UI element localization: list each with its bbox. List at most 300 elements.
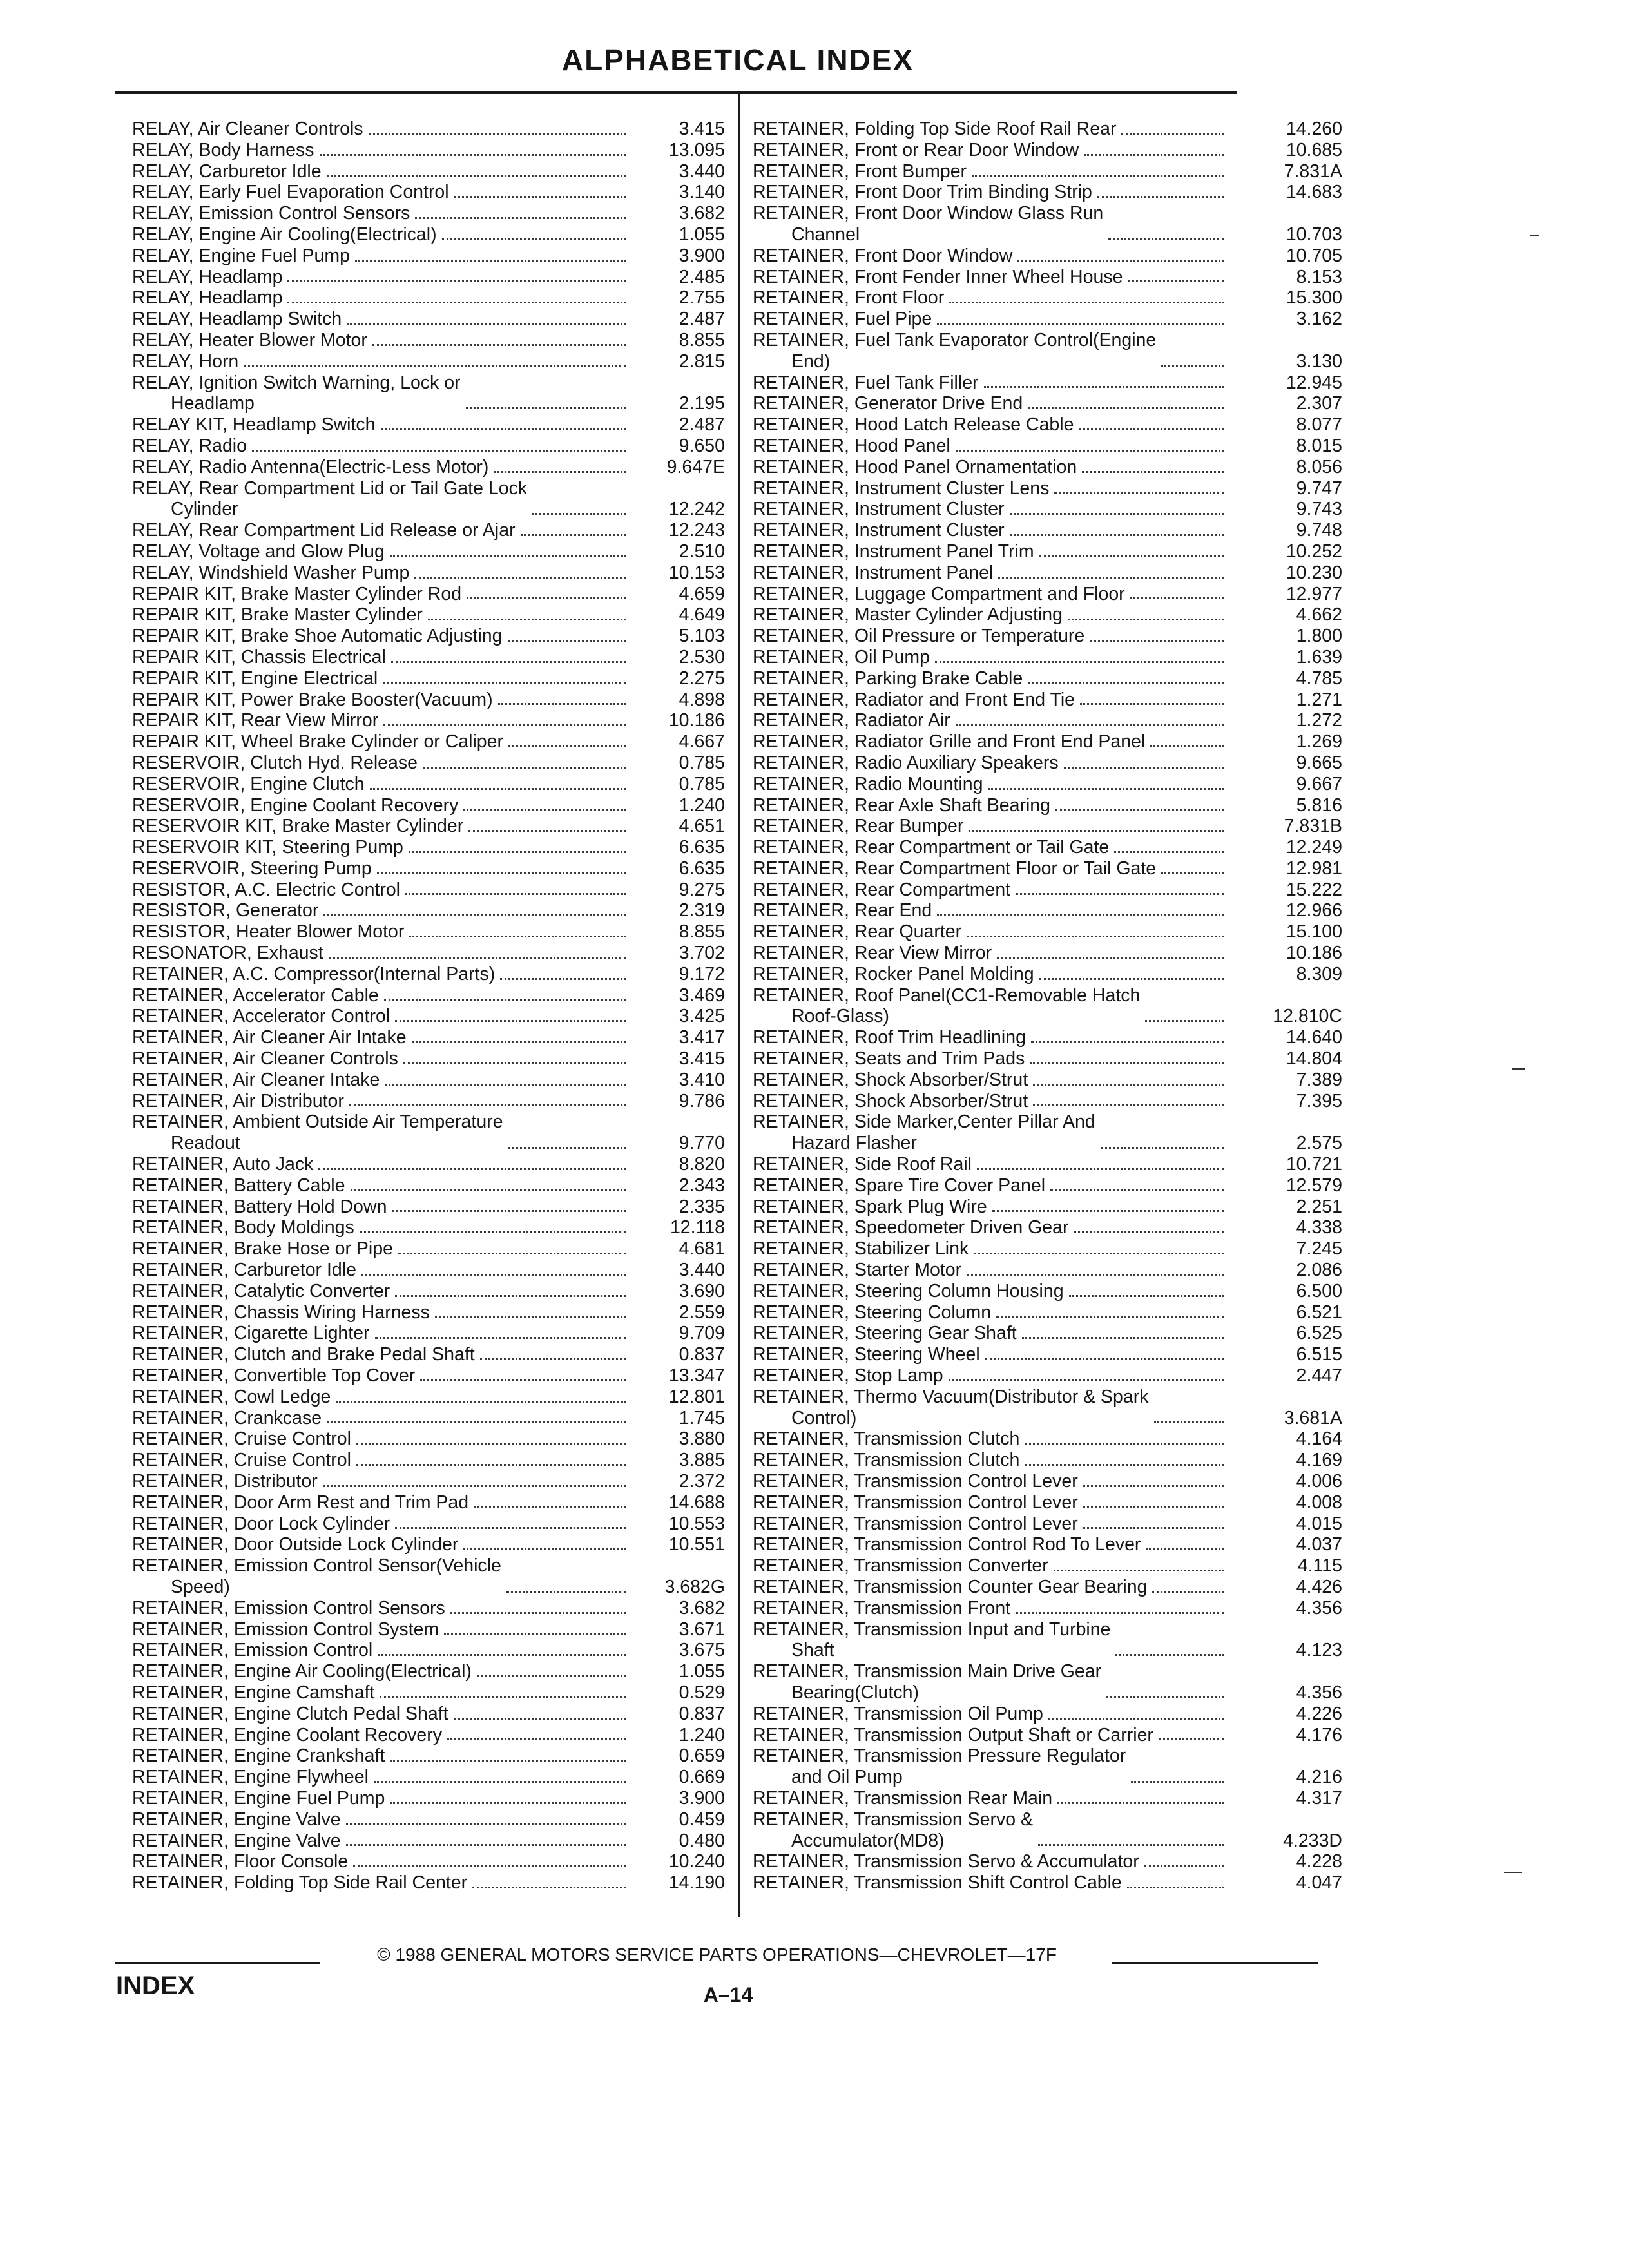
index-entry (132, 1302, 725, 1323)
dot-leader (1016, 1612, 1224, 1614)
index-entry (753, 1175, 1342, 1196)
entry-label: RETAINER, Transmission Counter Gear Bearing (753, 1576, 1148, 1597)
entry-label: RETAINER, Rear Quarter (753, 921, 962, 943)
footer-rule-right (1112, 1962, 1318, 1964)
entry-multiline (132, 478, 527, 521)
entry-reference: 3.162 (1296, 309, 1342, 330)
dot-leader (403, 1062, 626, 1064)
entry-text (132, 309, 631, 330)
entry-label: RELAY, Windshield Washer Pump (132, 562, 410, 583)
entry-label: RETAINER, Door Lock Cylinder (132, 1513, 390, 1534)
entry-label: RELAY, Heater Blower Motor (132, 329, 367, 351)
entry-label: RETAINER, Transmission Control Lever (753, 1492, 1078, 1513)
dot-leader (380, 1696, 626, 1698)
entry-label: RETAINER, Emission Control Sensor(Vehicle (132, 1555, 501, 1577)
entry-reference: 6.635 (679, 837, 725, 858)
entry-label: REPAIR KIT, Engine Electrical (132, 668, 378, 689)
entry-reference: 9.743 (1296, 499, 1342, 520)
entry-label: RESERVOIR, Clutch Hyd. Release (132, 752, 418, 773)
entry-reference: 3.682 (679, 1597, 725, 1619)
entry-reference: 5.816 (1296, 794, 1342, 816)
entry-reference: 2.372 (679, 1471, 725, 1492)
entry-label: RETAINER, Body Moldings (132, 1217, 354, 1238)
entry-reference: 10.153 (668, 562, 725, 583)
entry-reference: 10.240 (668, 1851, 725, 1872)
entry-reference: 12.981 (1286, 858, 1342, 879)
index-entry (132, 372, 725, 415)
entry-text (753, 1725, 1229, 1746)
entry-reference: 14.640 (1286, 1027, 1342, 1048)
dot-leader (450, 1612, 626, 1614)
entry-label: RESERVOIR KIT, Brake Master Cylinder (132, 816, 464, 837)
dot-leader (1159, 1738, 1224, 1740)
index-entry (753, 816, 1342, 837)
dot-leader (467, 597, 626, 599)
index-entry (753, 1598, 1342, 1619)
entry-reference: 10.551 (668, 1534, 725, 1555)
entry-label-continuation: Speed) (171, 1576, 230, 1597)
index-entry (132, 1872, 725, 1894)
index-entry (753, 1788, 1342, 1809)
entry-text (132, 647, 631, 668)
entry-label: RETAINER, Accelerator Control (132, 1006, 390, 1027)
entry-text (753, 900, 1229, 921)
entry-reference: 9.665 (1296, 752, 1342, 773)
index-entry (753, 689, 1342, 711)
entry-text (132, 1661, 631, 1682)
dot-leader (532, 513, 626, 515)
entry-label: RETAINER, Battery Cable (132, 1175, 345, 1196)
entry-reference: 10.553 (668, 1513, 725, 1534)
index-entry (132, 1027, 725, 1048)
entry-text (753, 330, 1229, 372)
entry-label: RETAINER, Rear Axle Shaft Bearing (753, 794, 1050, 816)
index-entry (753, 858, 1342, 879)
entry-label: RETAINER, Cowl Ledge (132, 1386, 331, 1407)
entry-reference: 0.785 (679, 773, 725, 794)
dot-leader (1028, 682, 1224, 684)
index-entry (753, 1745, 1342, 1788)
entry-label: RELAY, Voltage and Glow Plug (132, 541, 385, 562)
entry-text (132, 858, 631, 879)
dot-leader (1033, 1104, 1224, 1106)
entry-text (753, 1555, 1229, 1577)
entry-text (132, 1450, 631, 1471)
entry-label-continuation: and Oil Pump (791, 1767, 903, 1788)
entry-label: RELAY, Horn (132, 351, 239, 372)
entry-label: RETAINER, Parking Brake Cable (753, 668, 1023, 689)
index-entry (132, 921, 725, 943)
index-entry (753, 1154, 1342, 1175)
entry-text (132, 1514, 631, 1535)
entry-reference: 10.186 (1286, 943, 1342, 964)
entry-reference: 2.755 (679, 287, 725, 309)
index-entry (753, 1809, 1342, 1852)
entry-text (132, 1619, 631, 1640)
entry-reference: 4.662 (1296, 604, 1342, 626)
entry-reference: 12.242 (668, 499, 725, 520)
entry-reference: 9.172 (679, 963, 725, 985)
entry-label: RETAINER, Steering Gear Shaft (753, 1323, 1017, 1344)
entry-label-continuation: Shaft (791, 1640, 834, 1661)
entry-text (132, 1471, 631, 1492)
entry-text (753, 879, 1229, 901)
dot-leader (1152, 1591, 1224, 1593)
entry-text (753, 182, 1229, 203)
dot-leader (1039, 978, 1224, 980)
entry-text (132, 1238, 631, 1260)
dot-leader (477, 1675, 626, 1677)
dot-leader (1025, 1464, 1224, 1466)
entry-label: RETAINER, Ambient Outside Air Temperature (132, 1111, 503, 1133)
entry-text (753, 816, 1229, 837)
index-entry (132, 1640, 725, 1661)
entry-text (132, 287, 631, 309)
entry-reference: 4.006 (1296, 1471, 1342, 1492)
index-entry (132, 816, 725, 837)
margin-mark (1512, 1068, 1525, 1070)
entry-label: RETAINER, Crankcase (132, 1407, 322, 1428)
entry-label: REPAIR KIT, Rear View Mirror (132, 710, 379, 731)
entry-text (132, 964, 631, 985)
dot-leader (1038, 1844, 1224, 1846)
dot-leader (1050, 1189, 1224, 1191)
entry-reference: 10.230 (1286, 562, 1342, 583)
entry-reference: 4.037 (1296, 1534, 1342, 1555)
dot-leader (372, 344, 626, 346)
dot-leader (1083, 1485, 1224, 1487)
index-entry (753, 774, 1342, 795)
entry-label: RELAY, Engine Air Cooling(Electrical) (132, 224, 437, 245)
entry-multiline (132, 372, 461, 415)
entry-reference: 12.810C (1273, 1006, 1342, 1027)
index-entry (132, 668, 725, 689)
index-entry (132, 562, 725, 584)
entry-multiline (753, 1661, 1101, 1704)
entry-reference: 8.056 (1296, 456, 1342, 477)
entry-reference: 3.410 (679, 1069, 725, 1090)
entry-label: RELAY, Headlamp Switch (132, 309, 342, 330)
entry-label: RETAINER, Radio Mounting (753, 773, 983, 794)
entry-label: RETAINER, Seats and Trim Pads (753, 1048, 1025, 1070)
entry-label: RETAINER, Chassis Wiring Harness (132, 1302, 430, 1323)
entry-label: RETAINER, Instrument Panel (753, 562, 994, 583)
entry-reference: 2.487 (679, 414, 725, 436)
entry-label: RETAINER, Roof Trim Headlining (753, 1027, 1026, 1048)
dot-leader (1031, 1041, 1224, 1043)
entry-reference: 3.440 (679, 1260, 725, 1281)
entry-reference: 7.831B (1284, 816, 1342, 837)
entry-label: RETAINER, Fuel Tank Filler (753, 372, 979, 393)
entry-label: RETAINER, Engine Valve (132, 1809, 341, 1830)
entry-reference: 12.801 (668, 1386, 725, 1407)
index-entry (753, 753, 1342, 774)
entry-text (132, 1196, 631, 1218)
entry-text (132, 1831, 631, 1852)
dot-leader (1161, 365, 1224, 367)
entry-reference: 1.800 (1296, 626, 1342, 647)
dot-leader (1161, 872, 1224, 874)
entry-text (753, 985, 1229, 1028)
dot-leader (252, 450, 626, 452)
index-entry (753, 731, 1342, 753)
entry-text (753, 1344, 1229, 1365)
entry-reference: 9.747 (1296, 477, 1342, 499)
entry-text (132, 1745, 631, 1767)
entry-label: RETAINER, Generator Drive End (753, 393, 1023, 414)
entry-label: RETAINER, Front Door Window (753, 245, 1013, 266)
entry-label: RETAINER, Engine Fuel Pump (132, 1787, 385, 1809)
page-number: A–14 (703, 1983, 753, 2006)
entry-text (753, 584, 1229, 605)
index-entry (132, 879, 725, 901)
entry-text (132, 710, 631, 731)
dot-leader (949, 302, 1224, 303)
entry-label-continuation: Roof-Glass) (791, 1006, 890, 1027)
entry-reference: 4.659 (679, 583, 725, 604)
entry-text (132, 1640, 631, 1661)
dot-leader (346, 1823, 626, 1825)
dot-leader (992, 1210, 1224, 1212)
dot-leader (361, 1274, 626, 1276)
entry-text (753, 1365, 1229, 1387)
dot-leader (937, 323, 1224, 325)
index-entry (132, 414, 725, 436)
entry-reference: 2.530 (679, 646, 725, 668)
entry-reference: 6.515 (1296, 1344, 1342, 1365)
entry-text (753, 520, 1229, 541)
dot-leader (435, 1316, 626, 1318)
entry-reference: 2.251 (1296, 1196, 1342, 1217)
entry-label-continuation: Readout (171, 1133, 240, 1154)
index-entry (132, 795, 725, 816)
entry-text (132, 626, 631, 647)
index-entry (753, 161, 1342, 182)
entry-reference: 0.837 (679, 1344, 725, 1365)
dot-leader (1079, 428, 1224, 430)
entry-text (132, 1704, 631, 1725)
entry-label: RETAINER, Battery Hold Down (132, 1196, 387, 1217)
entry-text (753, 1788, 1229, 1809)
entry-reference: 0.837 (679, 1703, 725, 1724)
entry-text (753, 1323, 1229, 1344)
index-entry (132, 837, 725, 858)
entry-reference: 4.681 (679, 1238, 725, 1260)
dot-leader (444, 1633, 626, 1635)
entry-text (753, 858, 1229, 879)
dot-leader (428, 619, 626, 620)
index-entry (753, 1428, 1342, 1450)
entry-text (132, 372, 631, 415)
entry-label: RETAINER, Transmission Control Lever (753, 1513, 1078, 1534)
dot-leader (468, 830, 626, 832)
entry-text (753, 119, 1229, 140)
entry-reference: 3.682G (664, 1576, 725, 1597)
dot-leader (1010, 513, 1224, 515)
index-entry (132, 182, 725, 203)
entry-label: RETAINER, Convertible Top Cover (132, 1365, 416, 1387)
index-entry (132, 1238, 725, 1260)
entry-reference: 2.086 (1296, 1260, 1342, 1281)
entry-label: RETAINER, Folding Top Side Roof Rail Rear (753, 119, 1117, 139)
entry-label: RETAINER, Shock Absorber/Strut (753, 1090, 1028, 1111)
entry-text (132, 943, 631, 964)
entry-text (132, 1344, 631, 1365)
entry-reference: 15.100 (1286, 921, 1342, 943)
entry-label: RELAY, Engine Fuel Pump (132, 245, 350, 266)
index-entry (132, 330, 725, 351)
dot-leader (498, 703, 626, 705)
dot-leader (969, 830, 1224, 832)
dot-leader (370, 788, 626, 790)
index-entry (132, 1851, 725, 1872)
index-entry (753, 140, 1342, 161)
entry-text (753, 1217, 1229, 1238)
entry-reference: 3.681A (1284, 1407, 1342, 1428)
entry-text (753, 245, 1229, 267)
entry-reference: 4.317 (1296, 1787, 1342, 1809)
entry-multiline (753, 1111, 1095, 1154)
entry-label: RETAINER, Hood Latch Release Cable (753, 414, 1074, 436)
index-entry (132, 1682, 725, 1704)
entry-text (132, 1725, 631, 1746)
index-entry (753, 330, 1342, 372)
entry-reference: 5.103 (679, 626, 725, 647)
entry-label: RETAINER, Air Distributor (132, 1090, 344, 1111)
entry-reference: 1.269 (1296, 731, 1342, 753)
entry-reference: 6.521 (1296, 1302, 1342, 1323)
entry-text (132, 119, 631, 140)
entry-reference: 15.222 (1286, 879, 1342, 900)
index-entry (753, 267, 1342, 288)
entry-reference: 2.559 (679, 1302, 725, 1323)
entry-text (132, 985, 631, 1006)
entry-label: RELAY, Ignition Switch Warning, Lock or (132, 372, 461, 393)
index-entry (132, 267, 725, 288)
index-entry (753, 541, 1342, 562)
dot-leader (1017, 260, 1224, 262)
entry-multiline (753, 1387, 1149, 1429)
entry-reference: 10.705 (1286, 245, 1342, 266)
entry-reference: 9.748 (1296, 520, 1342, 541)
dot-leader (472, 1887, 626, 1888)
entry-label: RETAINER, Hood Panel (753, 435, 950, 456)
entry-label: RETAINER, Rear End (753, 900, 932, 921)
dot-leader (956, 724, 1224, 726)
entry-label-continuation: Channel (791, 224, 860, 245)
entry-reference: 0.659 (679, 1745, 725, 1767)
entry-text (753, 372, 1229, 394)
entry-reference: 12.243 (668, 520, 725, 541)
dot-leader (977, 1168, 1224, 1170)
dot-leader (447, 1738, 626, 1740)
entry-label: RETAINER, Radiator and Front End Tie (753, 689, 1075, 710)
entry-text (132, 330, 631, 351)
index-entry (132, 203, 725, 224)
entry-reference: 14.683 (1286, 182, 1342, 203)
dot-leader (384, 999, 626, 1001)
entry-text (753, 1514, 1229, 1535)
dot-leader (381, 428, 626, 430)
index-entry (753, 1302, 1342, 1323)
index-entry (753, 436, 1342, 457)
dot-leader (1030, 1062, 1224, 1064)
dot-leader (974, 1253, 1224, 1254)
entry-label: RELAY, Carburetor Idle (132, 160, 322, 182)
entry-text (753, 1851, 1229, 1872)
index-entry (753, 1514, 1342, 1535)
entry-text (753, 414, 1229, 436)
entry-label: RETAINER, Transmission Pressure Regulator (753, 1745, 1126, 1767)
entry-label: RETAINER, Air Cleaner Intake (132, 1069, 380, 1090)
entry-text (132, 1006, 631, 1027)
dot-leader (996, 1316, 1224, 1318)
entry-reference: 8.015 (1296, 435, 1342, 456)
entry-label: RETAINER, Carburetor Idle (132, 1260, 356, 1281)
entry-multiline (753, 1619, 1110, 1662)
entry-reference: 9.667 (1296, 773, 1342, 794)
entry-label-continuation: Headlamp (171, 393, 255, 414)
index-entry (753, 1471, 1342, 1492)
entry-reference: 3.417 (679, 1027, 725, 1048)
entry-reference: 10.721 (1286, 1154, 1342, 1175)
dot-leader (972, 175, 1224, 177)
dot-leader (1025, 1443, 1224, 1445)
entry-text (753, 668, 1229, 689)
dot-leader (1054, 492, 1224, 494)
index-entry (753, 1851, 1342, 1872)
index-entry (132, 457, 725, 478)
entry-text (753, 1238, 1229, 1260)
index-entry (753, 1725, 1342, 1746)
entry-reference: 12.945 (1286, 372, 1342, 393)
entry-text (132, 436, 631, 457)
dot-leader (1145, 1020, 1224, 1022)
index-entry (132, 351, 725, 372)
entry-label: RETAINER, Front Door Window Glass Run (753, 203, 1104, 224)
index-entry (753, 879, 1342, 901)
entry-text (753, 541, 1229, 562)
entry-text (132, 1682, 631, 1704)
entry-reference: 4.785 (1296, 668, 1342, 689)
entry-reference: 4.169 (1296, 1450, 1342, 1471)
index-entry (753, 668, 1342, 689)
entry-reference: 9.647E (666, 456, 725, 477)
entry-text (753, 964, 1229, 985)
entry-label: RETAINER, Stabilizer Link (753, 1238, 969, 1260)
entry-label: RELAY KIT, Headlamp Switch (132, 414, 376, 436)
entry-label: RETAINER, Front Floor (753, 287, 945, 309)
entry-label: RETAINER, Accelerator Cable (132, 985, 379, 1006)
entry-reference: 0.785 (679, 752, 725, 773)
dot-leader (521, 534, 626, 536)
dot-leader (287, 280, 626, 282)
entry-text (753, 1302, 1229, 1323)
index-entry (132, 1070, 725, 1091)
index-entry (132, 1704, 725, 1725)
entry-text (132, 182, 631, 203)
entry-text (132, 604, 631, 626)
dot-leader (409, 851, 626, 853)
entry-multiline (753, 203, 1103, 245)
entry-text (753, 161, 1229, 182)
index-entry (132, 943, 725, 964)
dot-leader (395, 1020, 626, 1022)
entry-label: RESERVOIR, Engine Coolant Recovery (132, 794, 459, 816)
dot-leader (1064, 767, 1224, 769)
index-entry (753, 921, 1342, 943)
entry-reference: 14.804 (1286, 1048, 1342, 1070)
